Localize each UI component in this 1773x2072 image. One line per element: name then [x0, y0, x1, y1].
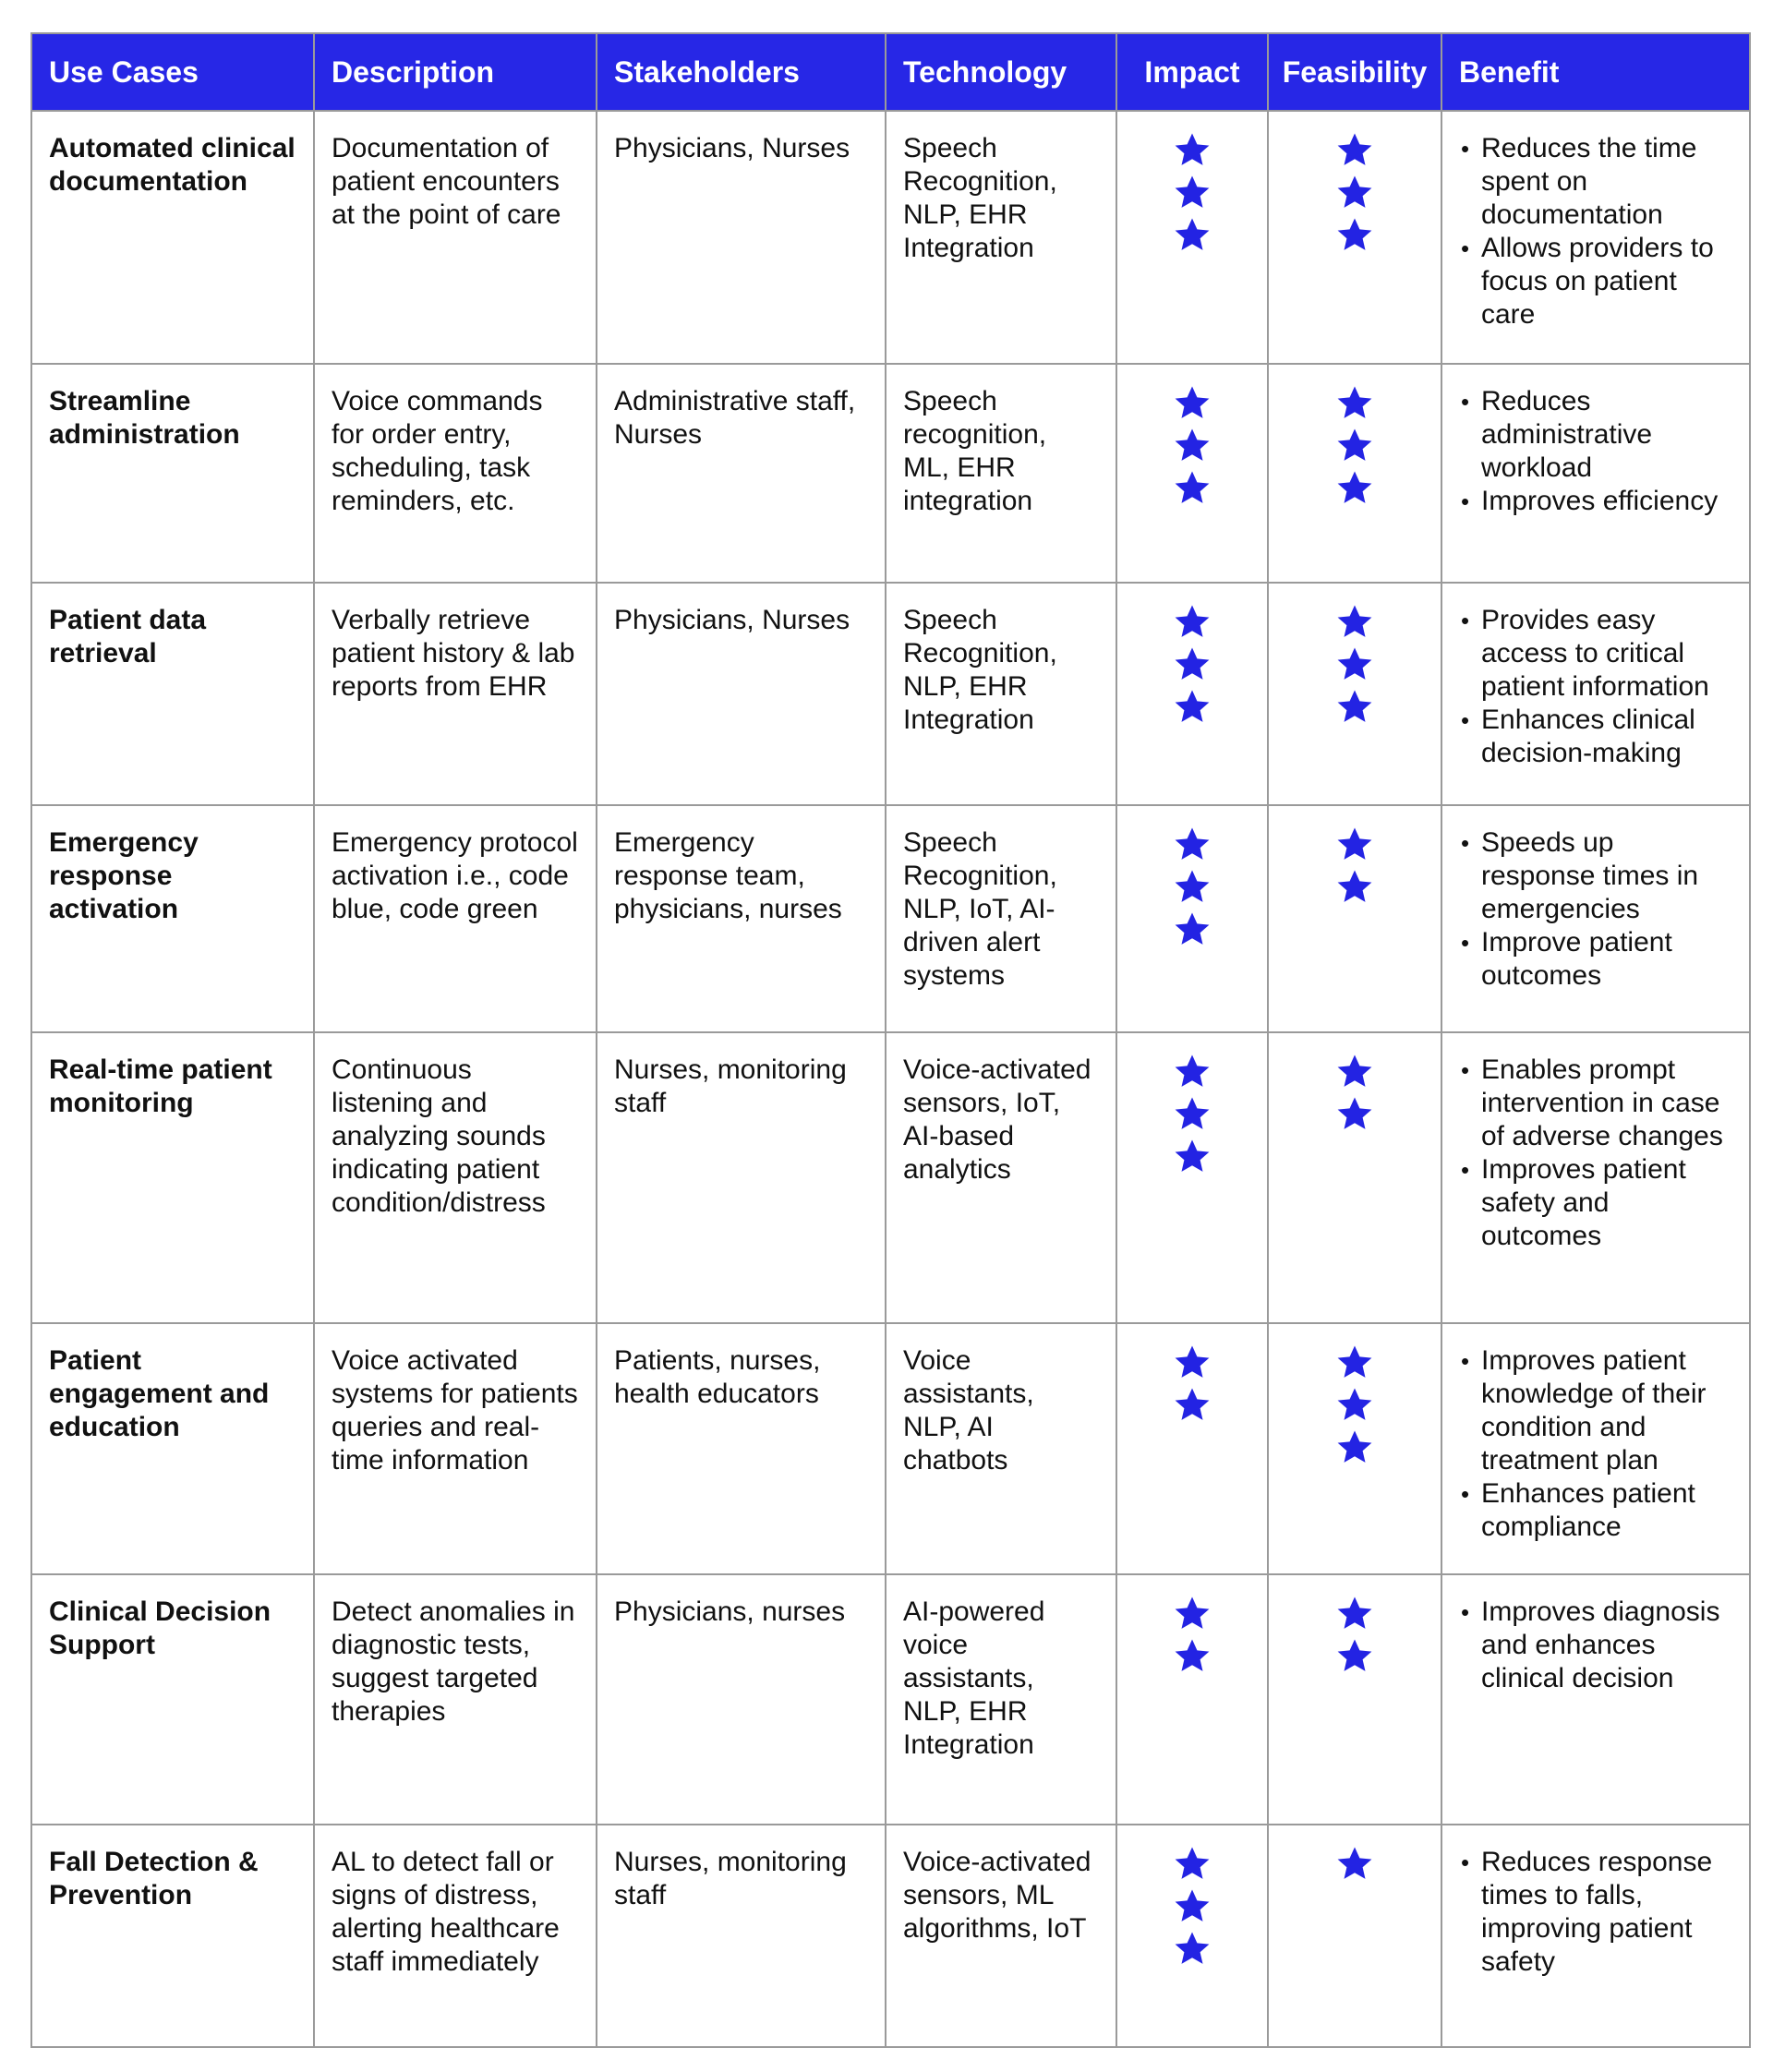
star-icon [1336, 428, 1373, 463]
star-icon [1174, 869, 1211, 904]
table-row [31, 1574, 1750, 1825]
technology-cell: Speech Recognition, NLP, EHR Integration [886, 111, 1116, 364]
star-icon [1174, 1344, 1211, 1379]
technology-cell: Speech Recognition, NLP, IoT, AI-driven alert systems [886, 805, 1116, 1032]
star-rating [1117, 1054, 1267, 1174]
star-icon [1174, 470, 1211, 505]
star-rating [1269, 385, 1441, 505]
benefit-list [1459, 1846, 1732, 1979]
technology-cell: Voice assistants, NLP, AI chatbots [886, 1323, 1116, 1574]
benefit-list [1459, 132, 1732, 331]
benefit-item: • Provides easy access to critical patient information [1459, 604, 1732, 704]
star-icon [1174, 604, 1211, 639]
header-impact: Impact [1116, 33, 1268, 111]
use-case-table [30, 32, 1751, 2048]
benefit-cell [1441, 364, 1750, 583]
impact-cell [1116, 1574, 1268, 1825]
use-case-cell: Automated clinical documentation [31, 111, 314, 364]
benefit-item: • Enhances patient compliance [1459, 1477, 1732, 1544]
star-icon [1174, 911, 1211, 946]
star-icon [1336, 1596, 1373, 1631]
stakeholders-cell: Physicians, Nurses [597, 111, 886, 364]
star-rating [1269, 132, 1441, 252]
stakeholders-cell: Physicians, nurses [597, 1574, 886, 1825]
star-icon [1174, 1054, 1211, 1089]
description-cell: AL to detect fall or signs of distress, alerting healthcare staff immediately [314, 1825, 597, 2047]
star-icon [1336, 1429, 1373, 1464]
benefit-item: • Reduces response times to falls, improving patient safety [1459, 1846, 1732, 1979]
star-rating [1117, 1596, 1267, 1673]
star-rating [1117, 132, 1267, 252]
feasibility-cell [1268, 364, 1441, 583]
star-rating [1269, 604, 1441, 724]
star-rating [1117, 604, 1267, 724]
description-cell: Voice commands for order entry, scheduling, task reminders, etc. [314, 364, 597, 583]
impact-cell [1116, 111, 1268, 364]
benefit-item: • Improves patient knowledge of their condition and treatment plan [1459, 1344, 1732, 1477]
use-case-cell: Clinical Decision Support [31, 1574, 314, 1825]
star-icon [1336, 689, 1373, 724]
table-row [31, 111, 1750, 364]
table-row [31, 1032, 1750, 1323]
description-cell: Continuous listening and analyzing sounds indicating patient condition/distress [314, 1032, 597, 1323]
stakeholders-cell: Patients, nurses, health educators [597, 1323, 886, 1574]
star-icon [1174, 132, 1211, 167]
header-row [31, 33, 1750, 111]
star-icon [1174, 1638, 1211, 1673]
benefit-list [1459, 826, 1732, 993]
benefit-cell [1441, 1323, 1750, 1574]
impact-cell [1116, 583, 1268, 805]
use-case-cell: Fall Detection & Prevention [31, 1825, 314, 2047]
benefit-item: • Improves diagnosis and enhances clinical decision [1459, 1596, 1732, 1695]
stakeholders-cell: Nurses, monitoring staff [597, 1032, 886, 1323]
star-icon [1174, 1138, 1211, 1174]
benefit-cell [1441, 1574, 1750, 1825]
use-case-cell: Patient engagement and education [31, 1323, 314, 1574]
benefit-list [1459, 1344, 1732, 1544]
description-cell: Verbally retrieve patient history & lab reports from EHR [314, 583, 597, 805]
star-icon [1174, 175, 1211, 210]
benefit-list [1459, 1054, 1732, 1253]
star-icon [1336, 869, 1373, 904]
benefit-cell [1441, 583, 1750, 805]
description-cell: Documentation of patient encounters at the point of care [314, 111, 597, 364]
benefit-item: • Improves patient safety and outcomes [1459, 1153, 1732, 1253]
header-stakeholders: Stakeholders [597, 33, 886, 111]
header-technology: Technology [886, 33, 1116, 111]
stakeholders-cell: Administrative staff, Nurses [597, 364, 886, 583]
star-icon [1336, 470, 1373, 505]
star-icon [1174, 428, 1211, 463]
impact-cell [1116, 1032, 1268, 1323]
star-icon [1336, 604, 1373, 639]
table-row [31, 805, 1750, 1032]
star-icon [1174, 689, 1211, 724]
feasibility-cell [1268, 1825, 1441, 2047]
star-icon [1174, 826, 1211, 861]
stakeholders-cell: Nurses, monitoring staff [597, 1825, 886, 2047]
star-icon [1174, 1846, 1211, 1881]
star-rating [1117, 1344, 1267, 1422]
header-benefit: Benefit [1441, 33, 1750, 111]
star-rating [1269, 1596, 1441, 1673]
description-cell: Detect anomalies in diagnostic tests, suggest targeted therapies [314, 1574, 597, 1825]
star-icon [1174, 1888, 1211, 1923]
header-use-cases: Use Cases [31, 33, 314, 111]
benefit-list [1459, 604, 1732, 770]
technology-cell: Voice-activated sensors, ML algorithms, IoT [886, 1825, 1116, 2047]
table-row [31, 583, 1750, 805]
technology-cell: AI-powered voice assistants, NLP, EHR Integration [886, 1574, 1116, 1825]
star-icon [1174, 1387, 1211, 1422]
impact-cell [1116, 805, 1268, 1032]
star-icon [1174, 1931, 1211, 1966]
description-cell: Emergency protocol activation i.e., code blue, code green [314, 805, 597, 1032]
benefit-cell [1441, 805, 1750, 1032]
technology-cell: Speech recognition, ML, EHR integration [886, 364, 1116, 583]
star-rating [1269, 1054, 1441, 1131]
feasibility-cell [1268, 1323, 1441, 1574]
feasibility-cell [1268, 1574, 1441, 1825]
star-rating [1269, 1846, 1441, 1881]
star-rating [1269, 1344, 1441, 1464]
benefit-item: • Improves efficiency [1459, 485, 1732, 518]
technology-cell: Voice-activated sensors, IoT, AI-based analytics [886, 1032, 1116, 1323]
stakeholders-cell: Emergency response team, physicians, nurses [597, 805, 886, 1032]
benefit-item: • Enhances clinical decision-making [1459, 704, 1732, 770]
star-icon [1336, 1054, 1373, 1089]
star-icon [1336, 385, 1373, 420]
feasibility-cell [1268, 111, 1441, 364]
benefit-cell [1441, 111, 1750, 364]
description-cell: Voice activated systems for patients queries and real-time information [314, 1323, 597, 1574]
star-icon [1174, 646, 1211, 681]
benefit-list [1459, 385, 1732, 518]
stakeholders-cell: Physicians, Nurses [597, 583, 886, 805]
use-case-cell: Streamline administration [31, 364, 314, 583]
benefit-list [1459, 1596, 1732, 1695]
star-icon [1336, 175, 1373, 210]
use-case-cell: Patient data retrieval [31, 583, 314, 805]
benefit-cell [1441, 1032, 1750, 1323]
header-feasibility: Feasibility [1268, 33, 1441, 111]
benefit-item: • Allows providers to focus on patient care [1459, 232, 1732, 331]
benefit-item: • Reduces administrative workload [1459, 385, 1732, 485]
star-icon [1336, 1387, 1373, 1422]
feasibility-cell [1268, 805, 1441, 1032]
star-rating [1269, 826, 1441, 904]
benefit-cell [1441, 1825, 1750, 2047]
star-icon [1174, 385, 1211, 420]
feasibility-cell [1268, 583, 1441, 805]
star-rating [1117, 826, 1267, 946]
star-icon [1336, 1096, 1373, 1131]
benefit-item: • Reduces the time spent on documentation [1459, 132, 1732, 232]
star-icon [1336, 1638, 1373, 1673]
table-row [31, 1825, 1750, 2047]
table-row [31, 364, 1750, 583]
use-case-cell: Emergency response activation [31, 805, 314, 1032]
table-row [31, 1323, 1750, 1574]
star-icon [1336, 1344, 1373, 1379]
star-icon [1174, 1096, 1211, 1131]
star-icon [1336, 1846, 1373, 1881]
benefit-item: • Speeds up response times in emergencies [1459, 826, 1732, 926]
star-icon [1174, 217, 1211, 252]
impact-cell [1116, 1323, 1268, 1574]
use-case-cell: Real-time patient monitoring [31, 1032, 314, 1323]
star-icon [1336, 646, 1373, 681]
technology-cell: Speech Recognition, NLP, EHR Integration [886, 583, 1116, 805]
star-icon [1336, 217, 1373, 252]
header-description: Description [314, 33, 597, 111]
benefit-item: • Improve patient outcomes [1459, 926, 1732, 993]
impact-cell [1116, 364, 1268, 583]
star-rating [1117, 1846, 1267, 1966]
impact-cell [1116, 1825, 1268, 2047]
star-icon [1174, 1596, 1211, 1631]
feasibility-cell [1268, 1032, 1441, 1323]
star-icon [1336, 826, 1373, 861]
star-rating [1117, 385, 1267, 505]
table-body [31, 111, 1750, 2047]
star-icon [1336, 132, 1373, 167]
benefit-item: • Enables prompt intervention in case of adverse changes [1459, 1054, 1732, 1153]
